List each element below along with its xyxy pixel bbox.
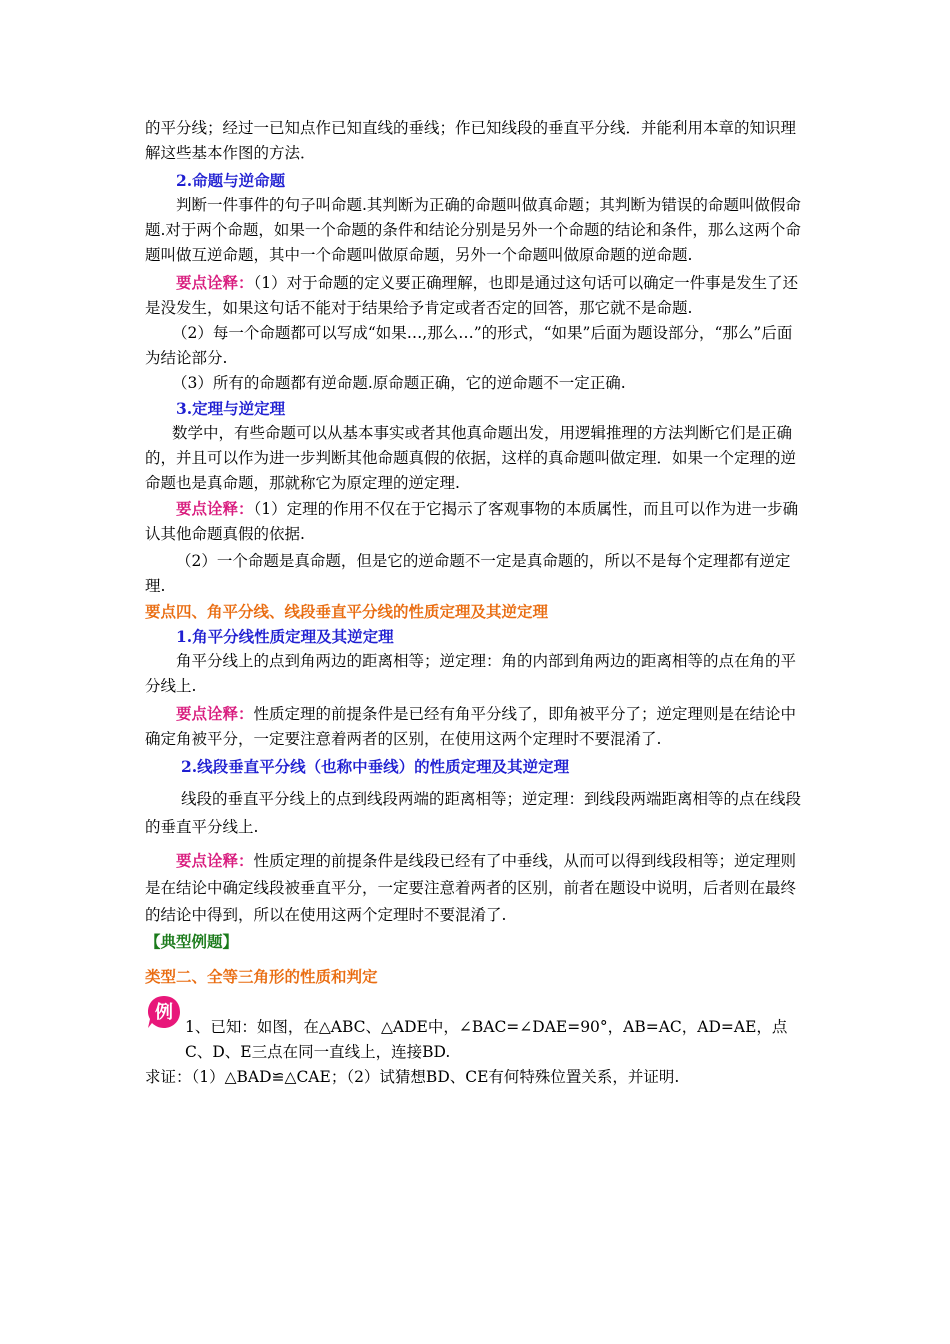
proposition-note-1: 要点诠释：（1）对于命题的定义要正确理解，也即是通过这句话可以确定一件事是发生了还是没发生，如果这句话不能对于结果给予肯定或者否定的回答，那它就不是命题. (145, 273, 799, 317)
perpendicular-bisector-note: 要点诠释：性质定理的前提条件是线段已经有了中垂线，从而可以得到线段相等；逆定理则是在结论中确定线段被垂直平分，一定要注意着两者的区别，前者在题设中说明，后者则在最终的结论中得到，所以在使用这两个定理时不要混淆了. (145, 851, 797, 924)
heading-type-two: 类型二、全等三角形的性质和判定 (145, 967, 378, 986)
angle-bisector-paragraph: 角平分线上的点到角两边的距离相等；逆定理：角的内部到角两边的距离相等的点在角的平分线上. (145, 652, 797, 695)
document-content (145, 116, 807, 1090)
perpendicular-bisector-paragraph: 线段的垂直平分线上的点到线段两端的距离相等；逆定理：到线段两端距离相等的点在线段的垂直平分线上. (145, 790, 802, 836)
theorem-note-1: 要点诠释：（1）定理的作用不仅在于它揭示了客观事物的本质属性，而且可以作为进一步确认其他命题真假的依据. (145, 499, 799, 543)
example-1 (145, 997, 807, 1065)
badge-char: 例 (155, 1002, 173, 1023)
heading-perpendicular-bisector: 2.线段垂直平分线（也称中垂线）的性质定理及其逆定理 (181, 757, 570, 776)
intro-paragraph: 的平分线；经过一已知点作已知直线的垂线；作已知线段的垂直平分线．并能利用本章的知识理解这些基本作图的方法． (145, 119, 797, 162)
example-1-prove: 求证：（1）△BAD≌△CAE；（2）试猜想BD、CE有何特殊位置关系，并证明. (145, 1068, 680, 1086)
heading-angle-bisector: 1.角平分线性质定理及其逆定理 (176, 627, 394, 646)
proposition-paragraph: 判断一件事件的句子叫命题.其判断为正确的命题叫做真命题；其判断为错误的命题叫做假命题.对于两个命题，如果一个命题的条件和结论分别是另外一个命题的结论和条件，那么这两个命题叫做互逆命题，其中一个命题叫做原命题，另外一个命题叫做原命题的逆命题. (145, 196, 801, 264)
example-badge-icon (147, 995, 181, 1029)
angle-bisector-note: 要点诠释：性质定理的前提条件是已经有角平分线了，即角被平分了；逆定理则是在结论中确定角被平分，一定要注意着两者的区别，在使用这两个定理时不要混淆了. (145, 704, 797, 748)
proposition-note-2: （2）每一个命题都可以写成“如果…,那么…”的形式，“如果”后面为题设部分，“那么”后面为结论部分. (145, 324, 793, 367)
theorem-paragraph: 数学中，有些命题可以从基本事实或者其他真命题出发，用逻辑推理的方法判断它们是正确的，并且可以作为进一步判断其他命题真假的依据，这样的真命题叫做定理．如果一个定理的逆命题也是真命题，那就称它为原定理的逆定理. (145, 424, 797, 492)
proposition-note-3: （3）所有的命题都有逆命题.原命题正确，它的逆命题不一定正确. (172, 374, 626, 392)
heading-typical-examples: 【典型例题】 (145, 932, 239, 951)
heading-theorem: 3.定理与逆定理 (176, 399, 286, 418)
heading-proposition: 2.命题与逆命题 (176, 171, 286, 190)
theorem-note-2: （2）一个命题是真命题，但是它的逆命题不一定是真命题的，所以不是每个定理都有逆定理. (145, 552, 791, 595)
key-label: 要点诠释： (176, 851, 254, 870)
key-label: 要点诠释： (176, 273, 254, 292)
heading-point-four: 要点四、角平分线、线段垂直平分线的性质定理及其逆定理 (145, 602, 549, 621)
example-1-statement: 1、已知：如图，在△ABC、△ADE中，∠BAC=∠DAE=90°，AB=AC，AD=AE，点C、D、E三点在同一直线上，连接BD. (185, 1018, 788, 1061)
key-label: 要点诠释： (176, 704, 254, 723)
key-label: 要点诠释： (176, 499, 254, 518)
